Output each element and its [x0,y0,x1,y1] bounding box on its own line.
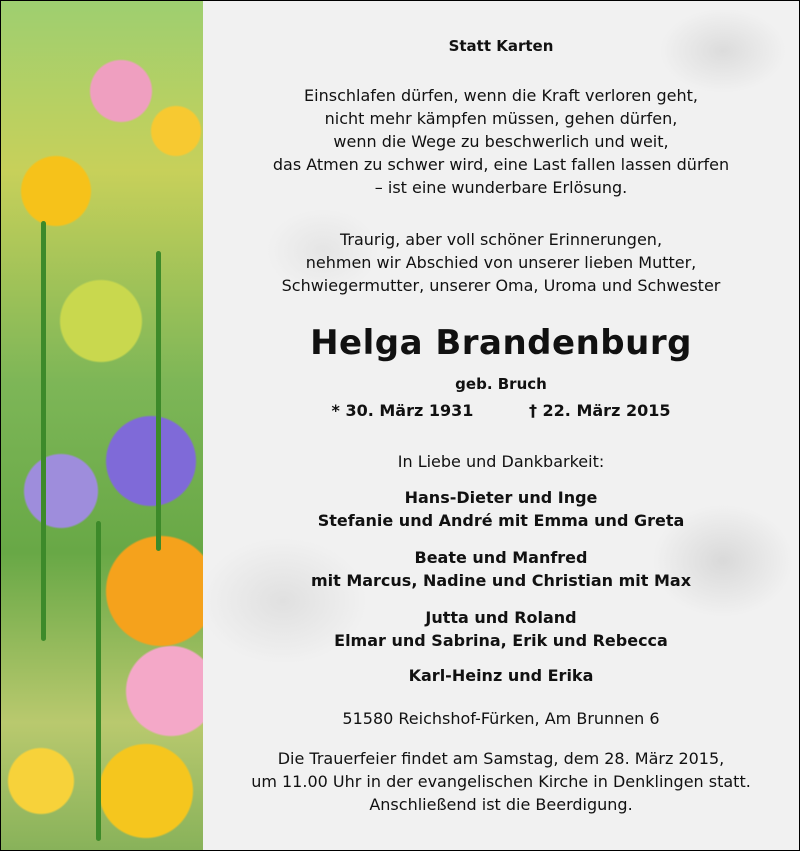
flower-stem [96,521,101,841]
family-group [203,486,799,532]
intro-text [203,228,799,297]
deceased-name: Helga Brandenburg [310,323,692,363]
flower-photo-strip [1,1,203,850]
poem-line: Einschlafen dürfen, wenn die Kraft verloren geht, [304,86,698,105]
maiden-name: geb. Bruch [455,375,547,393]
statt-karten-heading: Statt Karten [448,37,554,55]
family-line: Beate und Manfred [414,548,588,567]
service-line: Die Trauerfeier findet am Samstag, dem 28. März 2015, [277,749,725,768]
intro-line: Schwiegermutter, unserer Oma, Uroma und Schwester [281,276,721,295]
family-line: Jutta und Roland [425,608,577,627]
birth-date: * 30. März 1931 [331,401,474,420]
family-line: Elmar und Sabrina, Erik und Rebecca [334,631,668,650]
poem-line: – ist eine wunderbare Erlösung. [374,178,628,197]
life-dates [203,401,799,420]
death-date: † 22. März 2015 [528,401,671,420]
obituary-text [203,1,799,850]
flower-stem [156,251,161,551]
family-line: mit Marcus, Nadine und Christian mit Max [310,571,692,590]
poem-line: wenn die Wege zu beschwerlich und weit, [333,132,669,151]
address: 51580 Reichshof-Fürken, Am Brunnen 6 [342,709,660,728]
family-line: Stefanie und André mit Emma und Greta [317,511,685,530]
flower-stem [41,221,46,641]
service-line: Anschließend ist die Beerdigung. [369,795,633,814]
poem-line: nicht mehr kämpfen müssen, gehen dürfen, [324,109,678,128]
service-line: um 11.00 Uhr in der evangelischen Kirche in Denklingen statt. [251,772,751,791]
intro-line: nehmen wir Abschied von unserer lieben Mutter, [305,253,697,272]
family-line: Karl-Heinz und Erika [408,666,594,685]
poem [203,84,799,199]
funeral-service-info [203,747,799,816]
family-line: Hans-Dieter und Inge [404,488,598,507]
thanks-line: In Liebe und Dankbarkeit: [397,452,605,471]
family-group [203,546,799,592]
poem-line: das Atmen zu schwer wird, eine Last fallen lassen dürfen [272,155,730,174]
family-group [203,606,799,652]
intro-line: Traurig, aber voll schöner Erinnerungen, [339,230,663,249]
family-group [203,664,799,687]
